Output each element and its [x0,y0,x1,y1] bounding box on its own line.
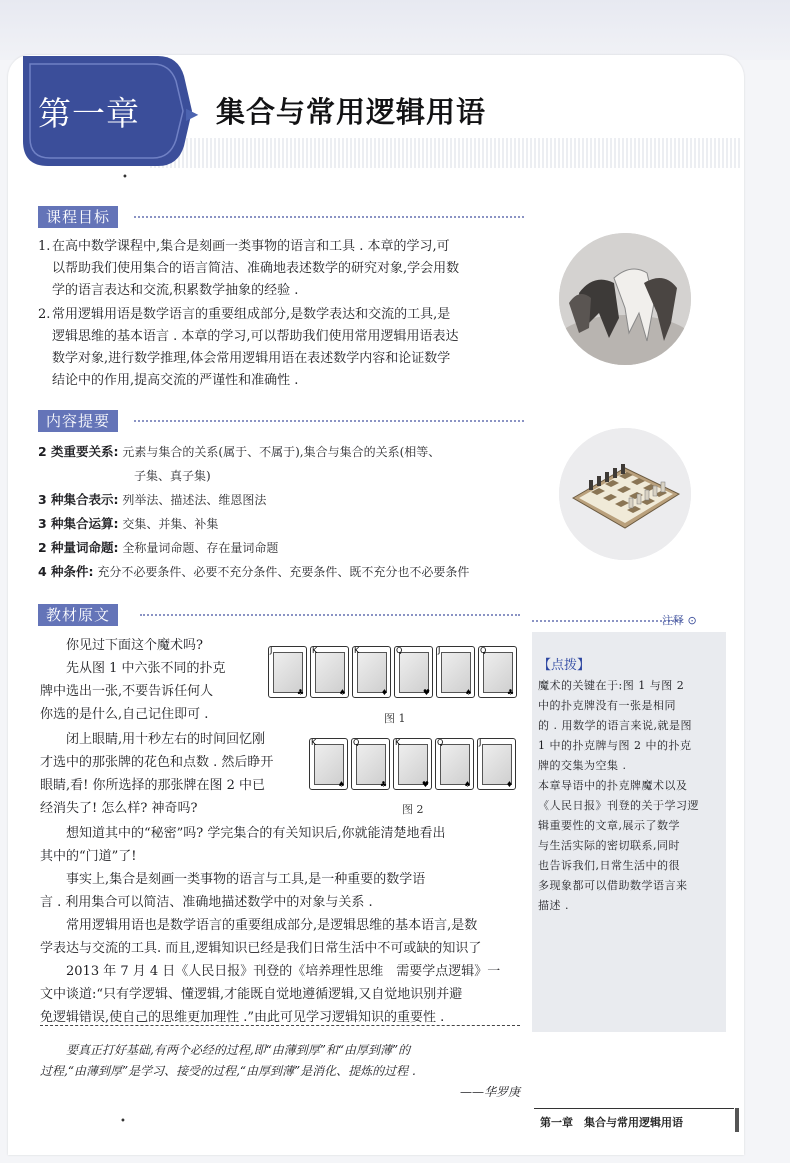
summary-row: 2 种量词命题: 全称量词命题、存在量词命题 [38,540,279,555]
playing-card: Q ♥ [394,646,433,698]
playing-card: K ♠ [309,738,348,790]
original-section-header [38,604,528,626]
summary-heading: 内容提要 [38,410,118,432]
notes-box [532,632,726,1032]
decor-dot: • [120,1116,126,1127]
playing-card: J ♠ [436,646,475,698]
playing-card: J ♦ [477,738,516,790]
playing-card: K ♠ [310,646,349,698]
goals-heading: 课程目标 [38,206,118,228]
playing-card: K ♥ [393,738,432,790]
summary-row: 4 种条件: 充分不必要条件、必要不充分条件、充要条件、既不充分也不必要条件 [38,564,470,579]
playing-card: Q ♠ [435,738,474,790]
original-heading: 教材原文 [38,604,118,626]
playing-card: J ♣ [268,646,307,698]
running-footer: 第一章 集合与常用逻辑用语 [540,1116,683,1129]
horses-image [559,233,691,365]
quote-separator [40,1025,520,1026]
notes-header: 注释 ⊙ [532,614,726,628]
footer-mark [735,1108,739,1132]
chessboard-image [559,428,691,560]
magic-intro-cont: 牌中选出一张,不要告诉任何人 你选的是什么,自己记住即可 . [40,684,214,722]
playing-card: Q ♣ [478,646,517,698]
magic-intro: 你见过下面这个魔术吗? 先从图 1 中六张不同的扑克 [66,638,226,676]
goal-item-1: 1. 在高中数学课程中,集合是刻画一类事物的语言和工具 . 本章的学习,可 以帮助我们使用集合的语言简洁、准确地表述数学的研究对象,学会用数 学的语言表达和交流,积累数学抽象的经验 . [38,239,460,298]
magic-step-cont: 才选中的那张牌的花色和点数 . 然后睁开 眼睛,看! 你所选择的那张牌在图 2 中已 经消失了! 怎么样? 神奇吗? [40,755,274,816]
playing-card: Q ♣ [351,738,390,790]
summary-row: 2 类重要关系: 元素与集合的关系(属于、不属于),集合与集合的关系(相等、 [38,444,441,459]
figure-1-caption: 图 1 [384,712,406,725]
goal-item-2: 2. 常用逻辑用语是数学语言的重要组成部分,是数学表达和交流的工具,是 逻辑思维的基本语言 . 本章的学习,可以帮助我们使用常用逻辑用语表达 数学对象,进行数学推理,体会常用逻辑用语在表述数学内容和论证数学 结论中的作用,提高交流的严谨性和准确性 . [38,307,459,388]
quote-author: ——华罗庚 [459,1085,520,1099]
footer-rule [534,1108,734,1109]
divider [134,216,524,218]
figure-2-caption: 图 2 [402,803,424,816]
header-hatch [150,138,740,168]
quote: 要真正打好基础,有两个必经的过程,即“由薄到厚”和“由厚到薄”的 过程,“由薄到厚”是学习、接受的过程,“由厚到薄”是消化、提炼的过程 . ——华罗庚 [40,1040,520,1082]
summary-row: 3 种集合表示: 列举法、描述法、维恩图法 [38,492,267,507]
chevron-right-icon: ▶ [186,104,199,123]
playing-card: K ♦ [352,646,391,698]
summary-section-header [38,410,528,432]
notes-text: 魔术的关键在于:图 1 与图 2 中的扑克牌没有一张是相同 的 . 用数学的语言来说,就是图 1 中的扑克牌与图 2 中的扑克 牌的交集为空集 . 本章导语中的扑克牌魔术以及 《人民日报》刊登的关于学习逻 辑重要性的文章,展示了数学 与生活实际的密切联系,同时 也告诉我们,日常生活中的很 多现象都可以借助数学语言来 描述 . [538,679,699,912]
decor-dot: • [122,172,128,183]
divider [140,614,520,616]
chapter-title: 集合与常用逻辑用语 [216,95,487,129]
divider [134,420,524,422]
body-paragraphs: 想知道其中的“秘密”吗? 学完集合的有关知识后,你就能清楚地看出 其中的“门道”了! 事实上,集合是刻画一类事物的语言与工具,是一种重要的数学语 言 . 利用集合可以简洁、准确地描述数学中的对象与关系 . 常用逻辑用语也是数学语言的重要组成部分,是逻辑思维的基本语言,是数 学表达与交流的工具. 而且,逻辑知识已经是我们日常生活中不可或缺的知识了 2013 年 7 月 4 日《人民日报》刊登的《培养理性思维 需要学点逻辑》一 文中谈道:“只有学逻辑、懂逻辑,才能既自觉地遵循逻辑,又自觉地识别并避 免逻辑错误,使自己的思维更加理性 .”由此可见学习逻辑知识的重要性 . [40,826,501,1025]
circle-arrow-icon: ⊙ [687,614,697,627]
summary-row: 3 种集合运算: 交集、并集、补集 [38,516,219,531]
notes-tag: 【点拨】 [538,658,591,673]
chapter-label: 第一章 [38,94,140,133]
goals-section-header [38,206,528,228]
summary-row-cont: 子集、真子集) [134,469,211,483]
magic-step: 闭上眼睛,用十秒左右的时间回忆刚 [66,732,266,747]
